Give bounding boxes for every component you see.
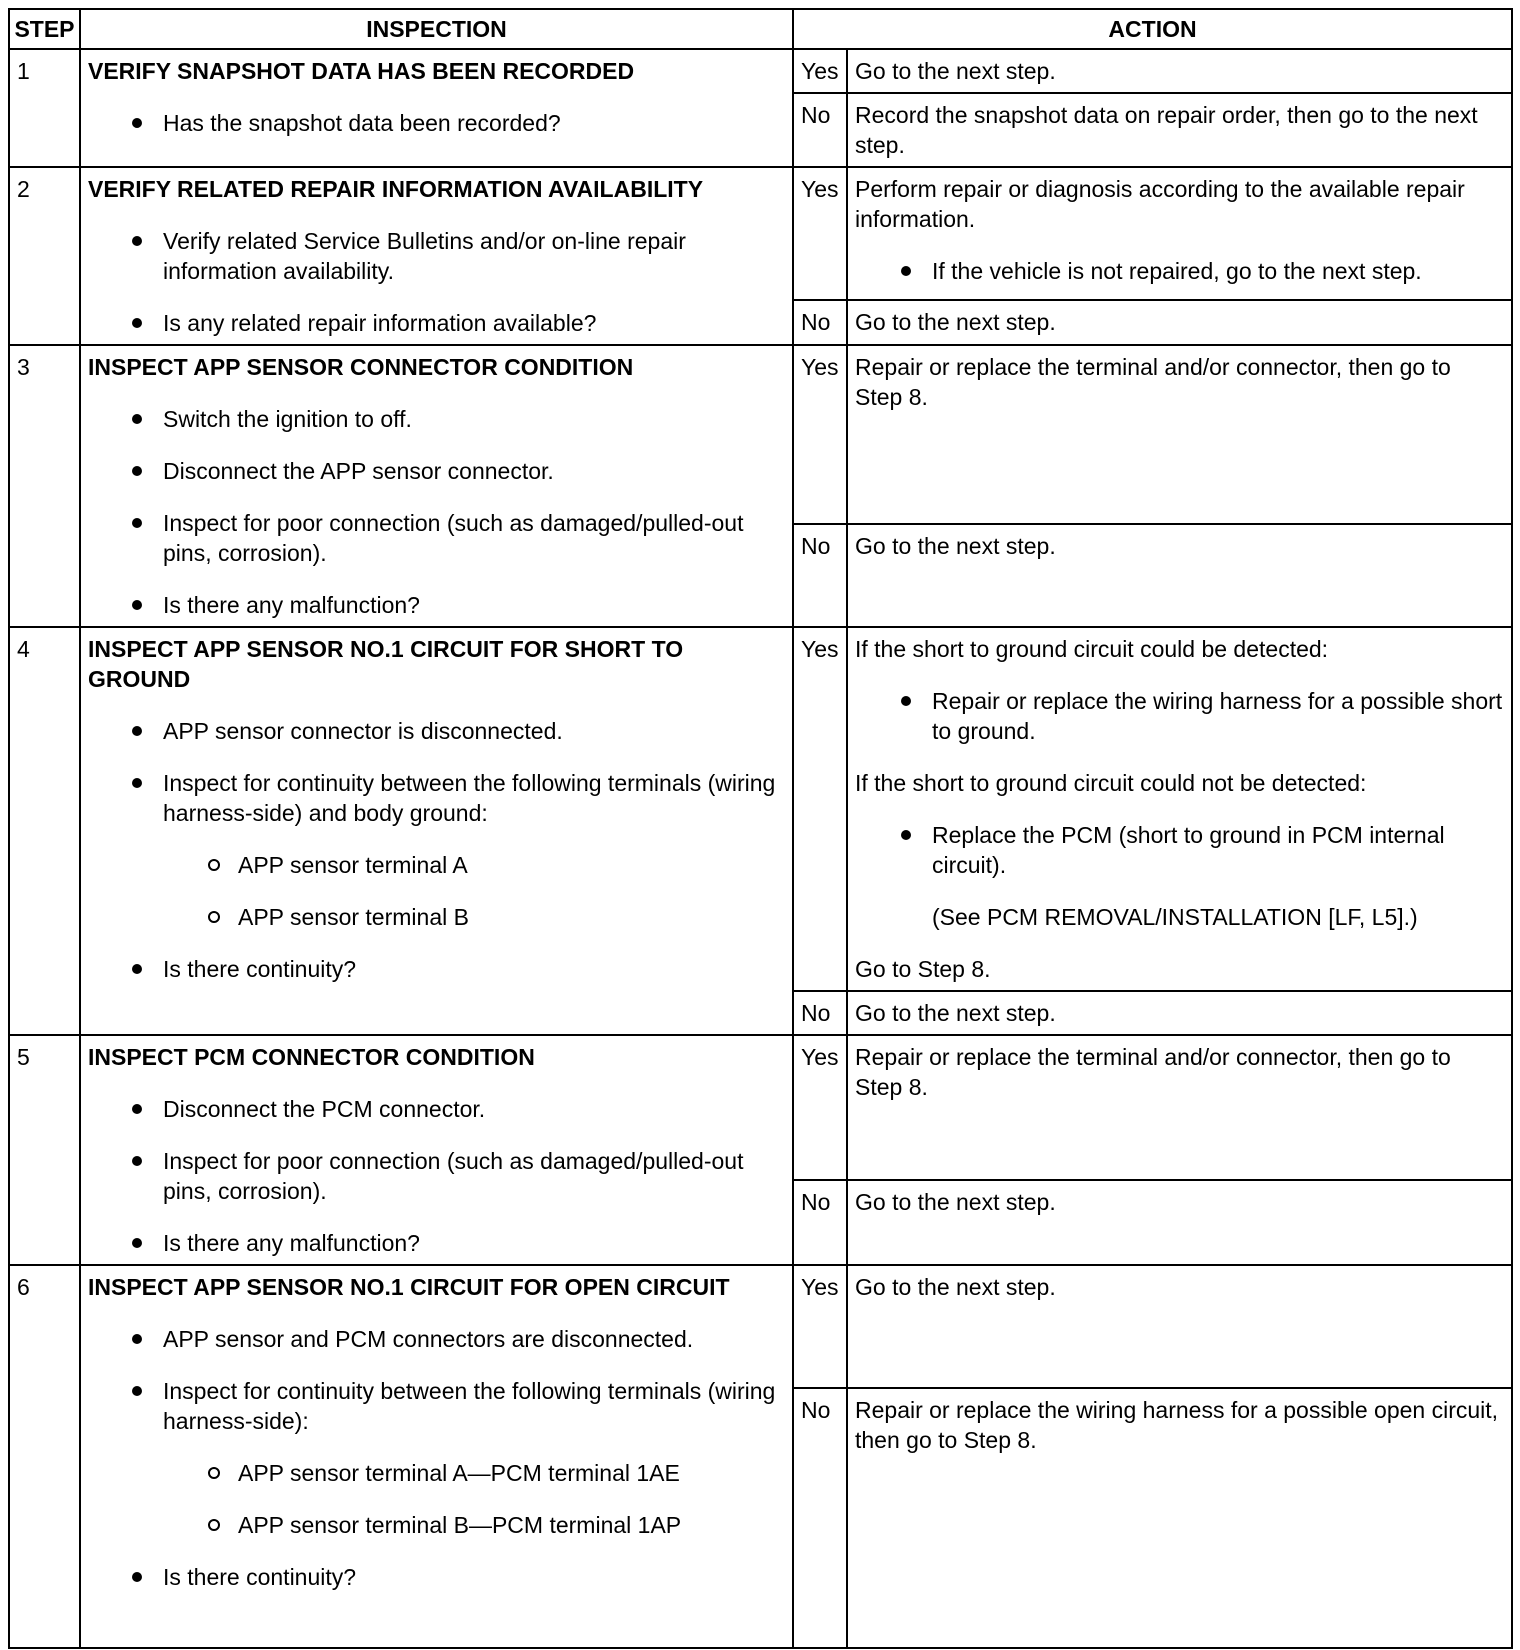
yes-label: Yes [793, 1035, 847, 1180]
no-action: Go to the next step. [847, 991, 1512, 1035]
step-3-yes-row [9, 345, 1512, 524]
inspection-bullet: Inspect for poor connection (such as damaged/pulled-out pins, corrosion). [88, 508, 785, 568]
step-title: INSPECT PCM CONNECTOR CONDITION [88, 1044, 535, 1070]
step-number: 4 [9, 627, 80, 1035]
yes-action: Go to the next step. [847, 1265, 1512, 1388]
step-title: INSPECT APP SENSOR NO.1 CIRCUIT FOR OPEN CIRCUIT [88, 1274, 730, 1300]
yes-action: Repair or replace the terminal and/or connector, then go to Step 8. [847, 1035, 1512, 1180]
step-title: VERIFY SNAPSHOT DATA HAS BEEN RECORDED [88, 58, 635, 84]
inspection-bullet: Is there any malfunction? [88, 1228, 785, 1258]
reference-note: (See PCM REMOVAL/INSTALLATION [LF, L5].) [932, 904, 1418, 930]
inspection-bullet: Is any related repair information available? [88, 308, 785, 338]
action-bullet: Replace the PCM (short to ground in PCM internal circuit). [855, 820, 1504, 880]
yes-condition: If the short to ground circuit could not be detected: [855, 770, 1367, 796]
yes-action: Go to Step 8. [855, 956, 991, 982]
inspection-cell [80, 1265, 793, 1648]
inspection-bullet: Is there any malfunction? [88, 590, 785, 620]
inspection-subbullet: APP sensor terminal A [88, 850, 785, 880]
step-title: VERIFY RELATED REPAIR INFORMATION AVAILABILITY [88, 176, 704, 202]
inspection-cell [80, 627, 793, 1035]
inspection-bullet: Switch the ignition to off. [88, 404, 785, 434]
step-number: 3 [9, 345, 80, 627]
no-action: Go to the next step. [847, 524, 1512, 627]
header-action: ACTION [793, 9, 1512, 49]
no-label: No [793, 524, 847, 627]
diagnostic-procedure-table [8, 8, 1513, 1649]
inspection-cell [80, 49, 793, 167]
yes-condition: If the short to ground circuit could be detected: [855, 636, 1329, 662]
no-action: Go to the next step. [847, 1180, 1512, 1266]
step-4-yes-row [9, 627, 1512, 991]
step-title: INSPECT APP SENSOR NO.1 CIRCUIT FOR SHORT TO GROUND [88, 636, 684, 692]
yes-label: Yes [793, 49, 847, 93]
yes-action: Perform repair or diagnosis according to the available repair information. [855, 176, 1465, 232]
header-inspection: INSPECTION [80, 9, 793, 49]
yes-label: Yes [793, 627, 847, 991]
header-row [9, 9, 1512, 49]
no-label: No [793, 1388, 847, 1648]
inspection-bullet: Inspect for continuity between the following terminals (wiring harness-side) and body ground: [88, 768, 785, 828]
no-label: No [793, 991, 847, 1035]
no-action: Record the snapshot data on repair order, then go to the next step. [847, 93, 1512, 167]
step-6-yes-row [9, 1265, 1512, 1388]
inspection-bullet: APP sensor and PCM connectors are disconnected. [88, 1324, 785, 1354]
inspection-subbullet: APP sensor terminal A—PCM terminal 1AE [88, 1458, 785, 1488]
inspection-bullet: Inspect for continuity between the following terminals (wiring harness-side): [88, 1376, 785, 1436]
yes-action-cell [847, 167, 1512, 300]
inspection-bullet: Has the snapshot data been recorded? [88, 108, 785, 138]
header-step: STEP [9, 9, 80, 49]
yes-label: Yes [793, 1265, 847, 1388]
inspection-cell [80, 345, 793, 627]
action-bullet: If the vehicle is not repaired, go to the next step. [855, 256, 1504, 286]
no-label: No [793, 1180, 847, 1266]
yes-action: Go to the next step. [847, 49, 1512, 93]
no-label: No [793, 93, 847, 167]
yes-label: Yes [793, 167, 847, 300]
inspection-bullet: Verify related Service Bulletins and/or on-line repair information availability. [88, 226, 785, 286]
inspection-subbullet: APP sensor terminal B [88, 902, 785, 932]
no-label: No [793, 300, 847, 345]
step-title: INSPECT APP SENSOR CONNECTOR CONDITION [88, 354, 634, 380]
no-action: Go to the next step. [847, 300, 1512, 345]
inspection-bullet: Disconnect the APP sensor connector. [88, 456, 785, 486]
inspection-cell [80, 167, 793, 345]
inspection-cell [80, 1035, 793, 1265]
inspection-bullet: Disconnect the PCM connector. [88, 1094, 785, 1124]
inspection-bullet: Inspect for poor connection (such as damaged/pulled-out pins, corrosion). [88, 1146, 785, 1206]
no-action: Repair or replace the wiring harness for a possible open circuit, then go to Step 8. [847, 1388, 1512, 1648]
yes-action: Repair or replace the terminal and/or connector, then go to Step 8. [847, 345, 1512, 524]
step-5-yes-row [9, 1035, 1512, 1180]
yes-label: Yes [793, 345, 847, 524]
inspection-bullet: Is there continuity? [88, 954, 785, 984]
yes-action-cell [847, 627, 1512, 991]
step-number: 1 [9, 49, 80, 167]
step-number: 2 [9, 167, 80, 345]
inspection-subbullet: APP sensor terminal B—PCM terminal 1AP [88, 1510, 785, 1540]
action-bullet: Repair or replace the wiring harness for a possible short to ground. [855, 686, 1504, 746]
step-number: 6 [9, 1265, 80, 1648]
step-2-yes-row [9, 167, 1512, 300]
step-number: 5 [9, 1035, 80, 1265]
step-1-yes-row [9, 49, 1512, 93]
inspection-bullet: Is there continuity? [88, 1562, 785, 1592]
inspection-bullet: APP sensor connector is disconnected. [88, 716, 785, 746]
